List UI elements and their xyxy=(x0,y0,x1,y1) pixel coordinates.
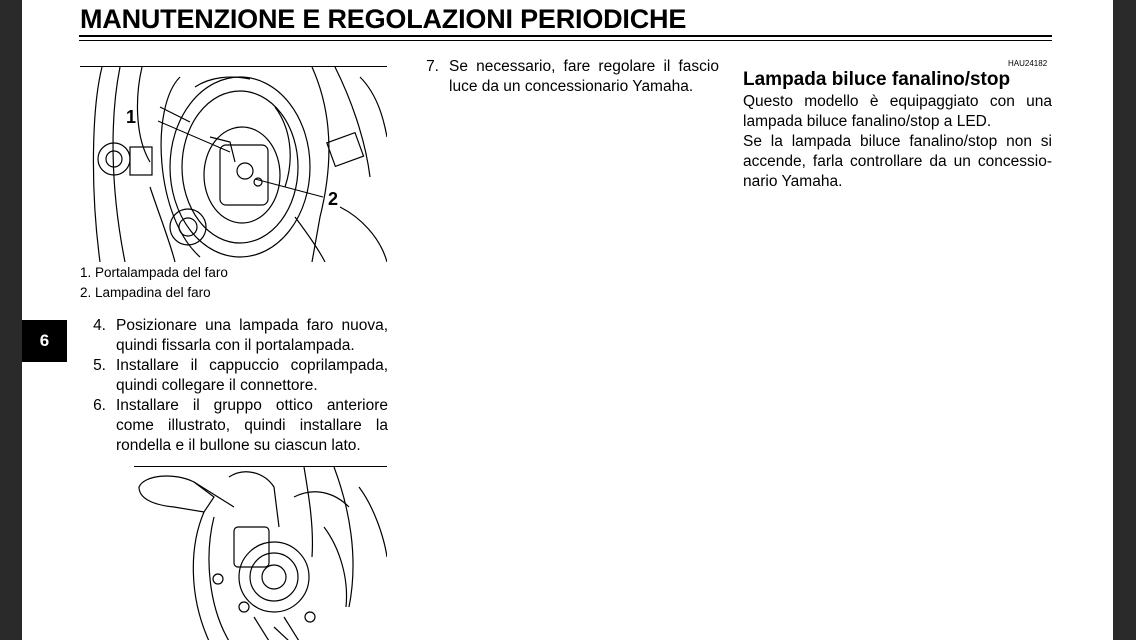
title-rule-thin xyxy=(79,40,1052,41)
step-item xyxy=(82,316,388,356)
step-number: 4. xyxy=(93,317,106,334)
callout-1: 1 xyxy=(126,107,137,127)
steps-middle-column xyxy=(415,57,719,97)
figure-caption-1: 1. Portalampada del faro xyxy=(80,265,228,280)
headlight-assembly-illustration xyxy=(134,466,387,640)
step-number: 5. xyxy=(93,357,106,374)
headlight-illustration xyxy=(80,66,387,262)
title-rule xyxy=(79,35,1052,37)
section-body xyxy=(743,92,1052,192)
step-number: 6. xyxy=(93,397,106,414)
section-title: Lampada biluce fanalino/stop xyxy=(743,69,1011,90)
section-paragraph: Se la lampada biluce fanalino/stop non si accende, farla controllare da un concessio-nario Yamaha. xyxy=(743,133,1052,190)
headlight-drawing xyxy=(80,67,387,262)
step-item xyxy=(415,57,719,97)
step-text: Installare il cappuccio coprilampada, quindi collegare il connettore. xyxy=(116,357,388,394)
steps-left-column xyxy=(82,316,388,456)
callout-2: 2 xyxy=(328,189,339,209)
step-number: 7. xyxy=(426,58,439,75)
step-text: Posizionare una lampada faro nuova, quindi fissarla con il portalampada. xyxy=(116,317,388,354)
page-title: MANUTENZIONE E REGOLAZIONI PERIODICHE xyxy=(80,4,687,34)
section-paragraph: Questo modello è equipaggiato con una lampada biluce fanalino/stop a LED. xyxy=(743,93,1052,130)
figure-caption-2: 2. Lampadina del faro xyxy=(80,285,211,300)
manual-page xyxy=(22,0,1113,640)
chapter-tab: 6 xyxy=(22,320,67,362)
section-code: HAU24182 xyxy=(1008,59,1048,68)
step-item xyxy=(82,396,388,456)
step-text: Installare il gruppo ottico anteriore come illustrato, quindi installare la rondella e il bullone su ciascun lato. xyxy=(116,397,388,454)
step-text: Se necessario, fare regolare il fascio luce da un concessionario Yamaha. xyxy=(449,58,719,95)
step-item xyxy=(82,356,388,396)
headlight-assembly-drawing xyxy=(134,467,387,640)
